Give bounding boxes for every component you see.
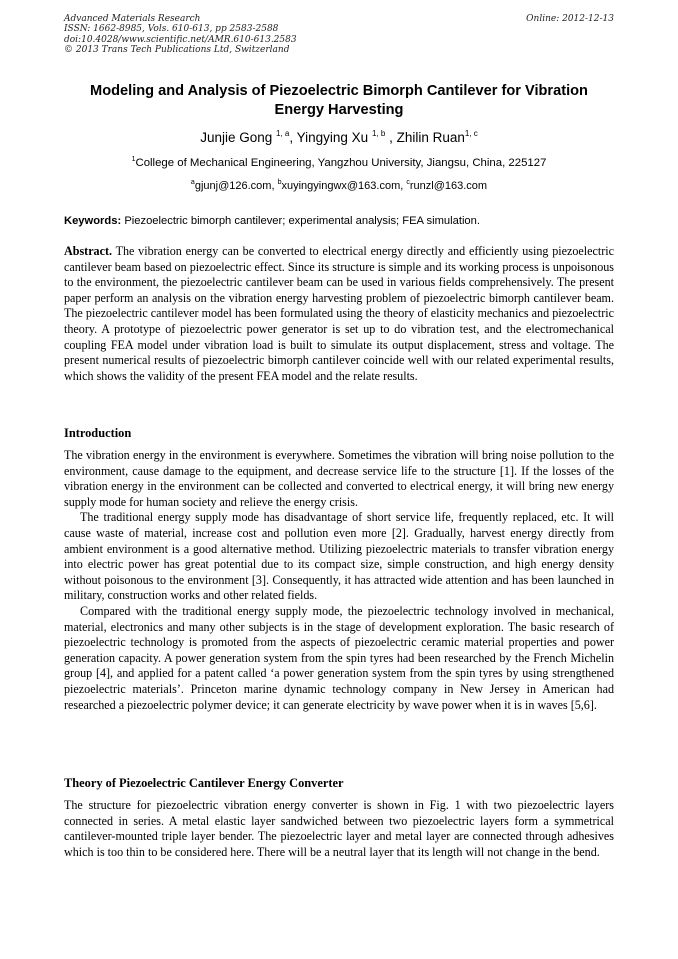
email-link[interactable]: gjunj@126.com bbox=[194, 180, 272, 192]
abstract-text: The vibration energy can be converted to electrical energy directly and efficiently using piezoelectric cantilever beam based on piezoelectric effect. Since its structure is simple and its working process is unpoisonous to the environment, the piezoelectric cantilever beam can be used in various fields comprehensively. The present paper perform an analysis on the vibration energy harvesting problem of piezoelectric bimorph cantilever beam. The piezoelectric cantilever model has been formulated using the theory of elasticity mechanics and piezoelectric theory. A prototype of piezoelectric power generator is set up to do vibration test, and the electromechanical coupling FEA model under vibration load is built to simulate its output displacement, stress and voltage. The present numerical results of piezoelectric bimorph cantilever coincide well with our related experimental results, which shows the validity of the present FEA model and the relate results. bbox=[64, 244, 614, 383]
keywords-label: Keywords: bbox=[64, 215, 122, 227]
issn-line: ISSN: 1662-8985, Vols. 610-613, pp 2583-2588 bbox=[64, 24, 279, 35]
author-separator: , bbox=[289, 130, 294, 145]
section-heading-introduction: Introduction bbox=[64, 426, 132, 440]
author-affiliation-mark: 1, c bbox=[464, 129, 478, 138]
author-separator: , bbox=[389, 130, 393, 145]
paragraph: The traditional energy supply mode has disadvantage of short service life, frequently replaced, etc. It will cause waste of material, increase cost and pollution even more [2]. Gradually, harvest energy directly from ambient environment is a good alternative method. Utilizing piezoelectric materials to transfer vibration energy into electric power has great potential due to its compact size, simple construction, and high energy density without poisonous to the environment [3]. Consequently, it has attracted wide attention and has been launched in military, construction works and other related fields. bbox=[64, 510, 614, 603]
email-link[interactable]: xuyingyingwx@163.com bbox=[281, 180, 401, 192]
email-mark: c bbox=[406, 179, 410, 186]
email-link[interactable]: runzl@163.com bbox=[409, 180, 488, 192]
author-name: Yingying Xu bbox=[296, 130, 369, 145]
affiliation-text: College of Mechanical Engineering, Yangzhou University, Jiangsu, China, 225127 bbox=[135, 157, 547, 169]
keywords-section bbox=[64, 214, 614, 228]
introduction-section bbox=[64, 448, 614, 713]
doi-line: doi:10.4028/www.scientific.net/AMR.610-613.2583 bbox=[64, 34, 297, 45]
email-mark: b bbox=[277, 179, 282, 186]
author-affiliation-mark: 1, a bbox=[276, 129, 290, 138]
author-list bbox=[64, 130, 614, 146]
paragraph: The vibration energy in the environment is everywhere. Sometimes the vibration will bring noise pollution to the environment, cause damage to the equipment, and decrease service life to the structure [1]. If the losses of the vibration energy in the environment can be collected and converted to electrical energy, it will bring new energy supply mode for human society and relieve the energy crisis. bbox=[64, 448, 614, 509]
abstract-label: Abstract. bbox=[64, 244, 113, 258]
author-name: Zhilin Ruan bbox=[396, 130, 465, 145]
online-date: Online: 2012-12-13 bbox=[526, 14, 614, 24]
theory-section bbox=[64, 798, 614, 860]
email-list: $^a$gjunj@126.com, $^b$xuyingyingwx@163.com, $^c$runzl@163.com bbox=[190, 179, 488, 192]
keywords-text: Piezoelectric bimorph cantilever; experimental analysis; FEA simulation. bbox=[124, 215, 480, 227]
paper-title: Modeling and Analysis of Piezoelectric Bimorph Cantilever for Vibration Energy Harvesting bbox=[90, 83, 588, 118]
journal-name: Advanced Materials Research bbox=[64, 14, 201, 24]
author-affiliation-mark: 1, b bbox=[371, 129, 386, 138]
author-name: Junjie Gong bbox=[200, 130, 273, 145]
affiliation-mark: 1 bbox=[131, 156, 136, 163]
copyright-line: © 2013 Trans Tech Publications Ltd, Switzerland bbox=[64, 44, 290, 55]
section-heading-theory: Theory of Piezoelectric Cantilever Energy Converter bbox=[64, 776, 344, 790]
affiliation bbox=[64, 156, 614, 170]
paragraph: Compared with the traditional energy supply mode, the piezoelectric technology involved in mechanical, material, electronics and many other subjects is in the stage of development exploration. The basic research of piezoelectric technology is promoted from the aspects of piezoelectric ceramic material properties and power generation capacity. A power generation system from the spin tyres had been researched by the French Michelin group [4], and applied for a patent called ‘a power generation system from the spin tyres by using strengthened piezoelectric materials’. Princeton marine dynamic technology company in New Jersey in American had researched a piezoelectric polymer device; it can generate electricity by wave power when it is in waves [5,6]. bbox=[64, 603, 614, 712]
running-header bbox=[64, 14, 614, 55]
email-mark: a bbox=[190, 179, 195, 186]
abstract-paragraph bbox=[64, 244, 614, 384]
paragraph: The structure for piezoelectric vibration energy converter is shown in Fig. 1 with two piezoelectric layers connected in series. A metal elastic layer sandwiched between two piezoelectric layers form a symmetrical cantilever-mounted triple layer bender. The piezoelectric layer and metal layer are connected through adhesives which is too thin to be considered here. There will be a neutral layer that its length will not change in the bend. bbox=[64, 798, 614, 859]
